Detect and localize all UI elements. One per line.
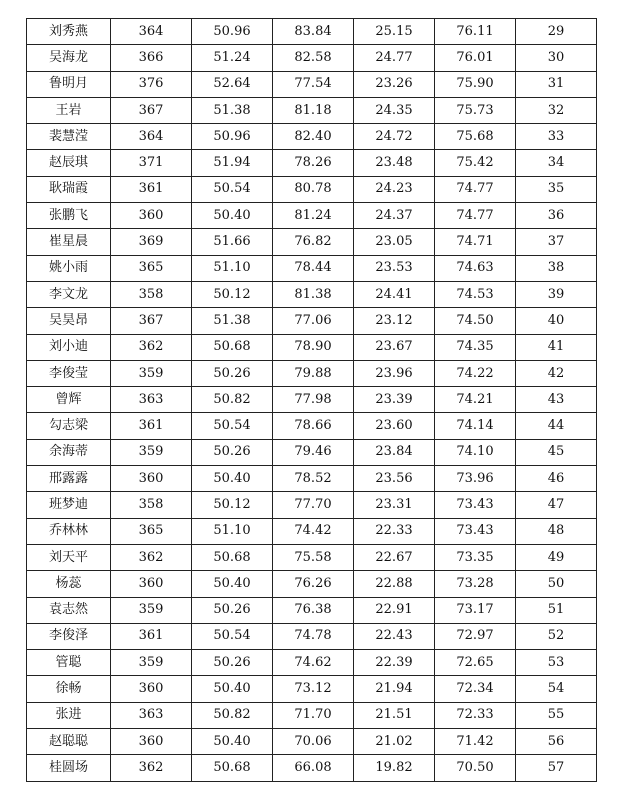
score-a-cell: 367 bbox=[111, 308, 192, 334]
table-row bbox=[27, 518, 597, 544]
rank-cell: 39 bbox=[516, 281, 597, 307]
score-b-cell: 50.96 bbox=[192, 19, 273, 45]
score-a-cell: 362 bbox=[111, 544, 192, 570]
table-row bbox=[27, 571, 597, 597]
score-c-cell: 76.26 bbox=[273, 571, 354, 597]
score-b-cell: 50.40 bbox=[192, 466, 273, 492]
rank-cell: 52 bbox=[516, 623, 597, 649]
score-a-cell: 360 bbox=[111, 203, 192, 229]
total-cell: 73.43 bbox=[435, 492, 516, 518]
total-cell: 74.63 bbox=[435, 255, 516, 281]
score-b-cell: 50.54 bbox=[192, 413, 273, 439]
score-a-cell: 361 bbox=[111, 413, 192, 439]
score-a-cell: 358 bbox=[111, 281, 192, 307]
score-a-cell: 363 bbox=[111, 702, 192, 728]
name-cell: 裴慧滢 bbox=[27, 124, 111, 150]
score-a-cell: 366 bbox=[111, 45, 192, 71]
rank-cell: 46 bbox=[516, 466, 597, 492]
table-row bbox=[27, 19, 597, 45]
total-cell: 74.53 bbox=[435, 281, 516, 307]
score-a-cell: 360 bbox=[111, 729, 192, 755]
name-cell: 张鹏飞 bbox=[27, 203, 111, 229]
name-cell: 桂圆场 bbox=[27, 755, 111, 781]
score-c-cell: 80.78 bbox=[273, 176, 354, 202]
score-d-cell: 24.77 bbox=[354, 45, 435, 71]
score-a-cell: 364 bbox=[111, 124, 192, 150]
name-cell: 徐畅 bbox=[27, 676, 111, 702]
table-row bbox=[27, 334, 597, 360]
score-b-cell: 50.54 bbox=[192, 176, 273, 202]
score-b-cell: 50.12 bbox=[192, 281, 273, 307]
score-c-cell: 76.82 bbox=[273, 229, 354, 255]
score-d-cell: 24.35 bbox=[354, 97, 435, 123]
name-cell: 曾辉 bbox=[27, 387, 111, 413]
score-b-cell: 50.68 bbox=[192, 544, 273, 570]
table-row bbox=[27, 466, 597, 492]
score-a-cell: 358 bbox=[111, 492, 192, 518]
score-b-cell: 50.26 bbox=[192, 439, 273, 465]
rank-cell: 40 bbox=[516, 308, 597, 334]
score-a-cell: 361 bbox=[111, 176, 192, 202]
score-a-cell: 371 bbox=[111, 150, 192, 176]
table-row bbox=[27, 360, 597, 386]
score-b-cell: 50.26 bbox=[192, 597, 273, 623]
score-b-cell: 51.94 bbox=[192, 150, 273, 176]
name-cell: 邢露露 bbox=[27, 466, 111, 492]
total-cell: 70.50 bbox=[435, 755, 516, 781]
score-d-cell: 23.05 bbox=[354, 229, 435, 255]
score-b-cell: 50.12 bbox=[192, 492, 273, 518]
name-cell: 鲁明月 bbox=[27, 71, 111, 97]
name-cell: 刘小迪 bbox=[27, 334, 111, 360]
score-c-cell: 77.54 bbox=[273, 71, 354, 97]
score-b-cell: 51.10 bbox=[192, 518, 273, 544]
score-c-cell: 74.62 bbox=[273, 650, 354, 676]
score-d-cell: 23.60 bbox=[354, 413, 435, 439]
score-c-cell: 71.70 bbox=[273, 702, 354, 728]
total-cell: 72.97 bbox=[435, 623, 516, 649]
name-cell: 耿瑞霞 bbox=[27, 176, 111, 202]
score-c-cell: 83.84 bbox=[273, 19, 354, 45]
score-table bbox=[26, 18, 597, 782]
name-cell: 吴海龙 bbox=[27, 45, 111, 71]
name-cell: 余海蒂 bbox=[27, 439, 111, 465]
rank-cell: 56 bbox=[516, 729, 597, 755]
table-row bbox=[27, 623, 597, 649]
score-c-cell: 78.52 bbox=[273, 466, 354, 492]
score-c-cell: 82.40 bbox=[273, 124, 354, 150]
rank-cell: 35 bbox=[516, 176, 597, 202]
total-cell: 75.42 bbox=[435, 150, 516, 176]
score-d-cell: 22.88 bbox=[354, 571, 435, 597]
score-a-cell: 362 bbox=[111, 334, 192, 360]
score-b-cell: 50.68 bbox=[192, 334, 273, 360]
score-b-cell: 50.26 bbox=[192, 360, 273, 386]
rank-cell: 49 bbox=[516, 544, 597, 570]
score-c-cell: 81.24 bbox=[273, 203, 354, 229]
name-cell: 姚小雨 bbox=[27, 255, 111, 281]
rank-cell: 41 bbox=[516, 334, 597, 360]
score-b-cell: 50.40 bbox=[192, 571, 273, 597]
rank-cell: 38 bbox=[516, 255, 597, 281]
score-c-cell: 81.38 bbox=[273, 281, 354, 307]
table-row bbox=[27, 203, 597, 229]
rank-cell: 45 bbox=[516, 439, 597, 465]
score-c-cell: 77.06 bbox=[273, 308, 354, 334]
score-a-cell: 359 bbox=[111, 597, 192, 623]
name-cell: 勾志梁 bbox=[27, 413, 111, 439]
score-a-cell: 360 bbox=[111, 466, 192, 492]
score-c-cell: 77.70 bbox=[273, 492, 354, 518]
rank-cell: 57 bbox=[516, 755, 597, 781]
score-a-cell: 361 bbox=[111, 623, 192, 649]
rank-cell: 34 bbox=[516, 150, 597, 176]
table-row bbox=[27, 650, 597, 676]
table-row bbox=[27, 150, 597, 176]
score-d-cell: 23.56 bbox=[354, 466, 435, 492]
score-b-cell: 50.40 bbox=[192, 676, 273, 702]
table-row bbox=[27, 97, 597, 123]
score-d-cell: 23.48 bbox=[354, 150, 435, 176]
score-c-cell: 70.06 bbox=[273, 729, 354, 755]
total-cell: 74.14 bbox=[435, 413, 516, 439]
total-cell: 74.35 bbox=[435, 334, 516, 360]
total-cell: 74.77 bbox=[435, 203, 516, 229]
rank-cell: 48 bbox=[516, 518, 597, 544]
name-cell: 管聪 bbox=[27, 650, 111, 676]
score-c-cell: 75.58 bbox=[273, 544, 354, 570]
total-cell: 75.68 bbox=[435, 124, 516, 150]
table-row bbox=[27, 124, 597, 150]
table-row bbox=[27, 729, 597, 755]
score-b-cell: 50.54 bbox=[192, 623, 273, 649]
score-b-cell: 51.38 bbox=[192, 97, 273, 123]
rank-cell: 44 bbox=[516, 413, 597, 439]
total-cell: 73.17 bbox=[435, 597, 516, 623]
score-d-cell: 23.96 bbox=[354, 360, 435, 386]
total-cell: 72.34 bbox=[435, 676, 516, 702]
score-b-cell: 51.38 bbox=[192, 308, 273, 334]
name-cell: 吴昊昂 bbox=[27, 308, 111, 334]
score-b-cell: 50.68 bbox=[192, 755, 273, 781]
score-d-cell: 23.53 bbox=[354, 255, 435, 281]
score-b-cell: 50.82 bbox=[192, 702, 273, 728]
score-d-cell: 21.02 bbox=[354, 729, 435, 755]
results-sheet bbox=[26, 18, 597, 782]
score-a-cell: 364 bbox=[111, 19, 192, 45]
rank-cell: 43 bbox=[516, 387, 597, 413]
score-c-cell: 74.42 bbox=[273, 518, 354, 544]
name-cell: 刘天平 bbox=[27, 544, 111, 570]
total-cell: 73.96 bbox=[435, 466, 516, 492]
score-table-body bbox=[27, 19, 597, 782]
score-b-cell: 50.26 bbox=[192, 650, 273, 676]
score-b-cell: 50.82 bbox=[192, 387, 273, 413]
score-c-cell: 82.58 bbox=[273, 45, 354, 71]
total-cell: 74.10 bbox=[435, 439, 516, 465]
score-b-cell: 51.66 bbox=[192, 229, 273, 255]
rank-cell: 47 bbox=[516, 492, 597, 518]
total-cell: 71.42 bbox=[435, 729, 516, 755]
score-c-cell: 66.08 bbox=[273, 755, 354, 781]
table-row bbox=[27, 597, 597, 623]
table-row bbox=[27, 176, 597, 202]
name-cell: 李文龙 bbox=[27, 281, 111, 307]
table-row bbox=[27, 281, 597, 307]
score-b-cell: 51.10 bbox=[192, 255, 273, 281]
table-row bbox=[27, 45, 597, 71]
table-row bbox=[27, 676, 597, 702]
score-d-cell: 23.67 bbox=[354, 334, 435, 360]
score-c-cell: 78.90 bbox=[273, 334, 354, 360]
score-a-cell: 359 bbox=[111, 360, 192, 386]
score-d-cell: 19.82 bbox=[354, 755, 435, 781]
score-d-cell: 23.31 bbox=[354, 492, 435, 518]
name-cell: 赵聪聪 bbox=[27, 729, 111, 755]
score-c-cell: 74.78 bbox=[273, 623, 354, 649]
score-d-cell: 23.26 bbox=[354, 71, 435, 97]
rank-cell: 30 bbox=[516, 45, 597, 71]
score-a-cell: 359 bbox=[111, 439, 192, 465]
total-cell: 74.21 bbox=[435, 387, 516, 413]
score-a-cell: 359 bbox=[111, 650, 192, 676]
table-row bbox=[27, 702, 597, 728]
table-row bbox=[27, 229, 597, 255]
table-row bbox=[27, 755, 597, 781]
score-a-cell: 369 bbox=[111, 229, 192, 255]
score-a-cell: 363 bbox=[111, 387, 192, 413]
score-a-cell: 365 bbox=[111, 255, 192, 281]
name-cell: 崔星晨 bbox=[27, 229, 111, 255]
name-cell: 李俊泽 bbox=[27, 623, 111, 649]
name-cell: 张进 bbox=[27, 702, 111, 728]
table-row bbox=[27, 544, 597, 570]
rank-cell: 55 bbox=[516, 702, 597, 728]
table-row bbox=[27, 413, 597, 439]
score-c-cell: 78.44 bbox=[273, 255, 354, 281]
score-d-cell: 21.51 bbox=[354, 702, 435, 728]
score-c-cell: 81.18 bbox=[273, 97, 354, 123]
score-d-cell: 22.91 bbox=[354, 597, 435, 623]
rank-cell: 37 bbox=[516, 229, 597, 255]
score-a-cell: 360 bbox=[111, 571, 192, 597]
score-a-cell: 376 bbox=[111, 71, 192, 97]
table-row bbox=[27, 255, 597, 281]
score-c-cell: 78.26 bbox=[273, 150, 354, 176]
score-d-cell: 21.94 bbox=[354, 676, 435, 702]
score-d-cell: 25.15 bbox=[354, 19, 435, 45]
table-row bbox=[27, 439, 597, 465]
total-cell: 74.50 bbox=[435, 308, 516, 334]
score-d-cell: 22.33 bbox=[354, 518, 435, 544]
name-cell: 王岩 bbox=[27, 97, 111, 123]
rank-cell: 31 bbox=[516, 71, 597, 97]
score-c-cell: 79.46 bbox=[273, 439, 354, 465]
total-cell: 74.71 bbox=[435, 229, 516, 255]
total-cell: 73.43 bbox=[435, 518, 516, 544]
total-cell: 75.73 bbox=[435, 97, 516, 123]
table-row bbox=[27, 387, 597, 413]
rank-cell: 33 bbox=[516, 124, 597, 150]
rank-cell: 32 bbox=[516, 97, 597, 123]
rank-cell: 42 bbox=[516, 360, 597, 386]
score-c-cell: 79.88 bbox=[273, 360, 354, 386]
rank-cell: 50 bbox=[516, 571, 597, 597]
score-b-cell: 50.96 bbox=[192, 124, 273, 150]
score-d-cell: 23.12 bbox=[354, 308, 435, 334]
score-d-cell: 23.39 bbox=[354, 387, 435, 413]
score-a-cell: 362 bbox=[111, 755, 192, 781]
rank-cell: 53 bbox=[516, 650, 597, 676]
name-cell: 袁志然 bbox=[27, 597, 111, 623]
score-b-cell: 50.40 bbox=[192, 729, 273, 755]
score-d-cell: 24.41 bbox=[354, 281, 435, 307]
table-row bbox=[27, 492, 597, 518]
total-cell: 76.11 bbox=[435, 19, 516, 45]
score-d-cell: 22.43 bbox=[354, 623, 435, 649]
name-cell: 乔林林 bbox=[27, 518, 111, 544]
score-c-cell: 76.38 bbox=[273, 597, 354, 623]
name-cell: 杨蕊 bbox=[27, 571, 111, 597]
score-a-cell: 360 bbox=[111, 676, 192, 702]
score-b-cell: 52.64 bbox=[192, 71, 273, 97]
score-b-cell: 50.40 bbox=[192, 203, 273, 229]
score-d-cell: 23.84 bbox=[354, 439, 435, 465]
score-d-cell: 22.39 bbox=[354, 650, 435, 676]
rank-cell: 36 bbox=[516, 203, 597, 229]
score-d-cell: 24.72 bbox=[354, 124, 435, 150]
rank-cell: 29 bbox=[516, 19, 597, 45]
total-cell: 72.33 bbox=[435, 702, 516, 728]
score-a-cell: 365 bbox=[111, 518, 192, 544]
score-a-cell: 367 bbox=[111, 97, 192, 123]
total-cell: 74.22 bbox=[435, 360, 516, 386]
total-cell: 76.01 bbox=[435, 45, 516, 71]
total-cell: 75.90 bbox=[435, 71, 516, 97]
score-c-cell: 73.12 bbox=[273, 676, 354, 702]
score-d-cell: 24.37 bbox=[354, 203, 435, 229]
total-cell: 73.28 bbox=[435, 571, 516, 597]
total-cell: 73.35 bbox=[435, 544, 516, 570]
score-d-cell: 22.67 bbox=[354, 544, 435, 570]
table-row bbox=[27, 308, 597, 334]
score-b-cell: 51.24 bbox=[192, 45, 273, 71]
name-cell: 刘秀燕 bbox=[27, 19, 111, 45]
name-cell: 班梦迪 bbox=[27, 492, 111, 518]
score-d-cell: 24.23 bbox=[354, 176, 435, 202]
score-c-cell: 78.66 bbox=[273, 413, 354, 439]
name-cell: 赵辰琪 bbox=[27, 150, 111, 176]
name-cell: 李俊莹 bbox=[27, 360, 111, 386]
score-c-cell: 77.98 bbox=[273, 387, 354, 413]
rank-cell: 51 bbox=[516, 597, 597, 623]
table-row bbox=[27, 71, 597, 97]
total-cell: 72.65 bbox=[435, 650, 516, 676]
rank-cell: 54 bbox=[516, 676, 597, 702]
total-cell: 74.77 bbox=[435, 176, 516, 202]
